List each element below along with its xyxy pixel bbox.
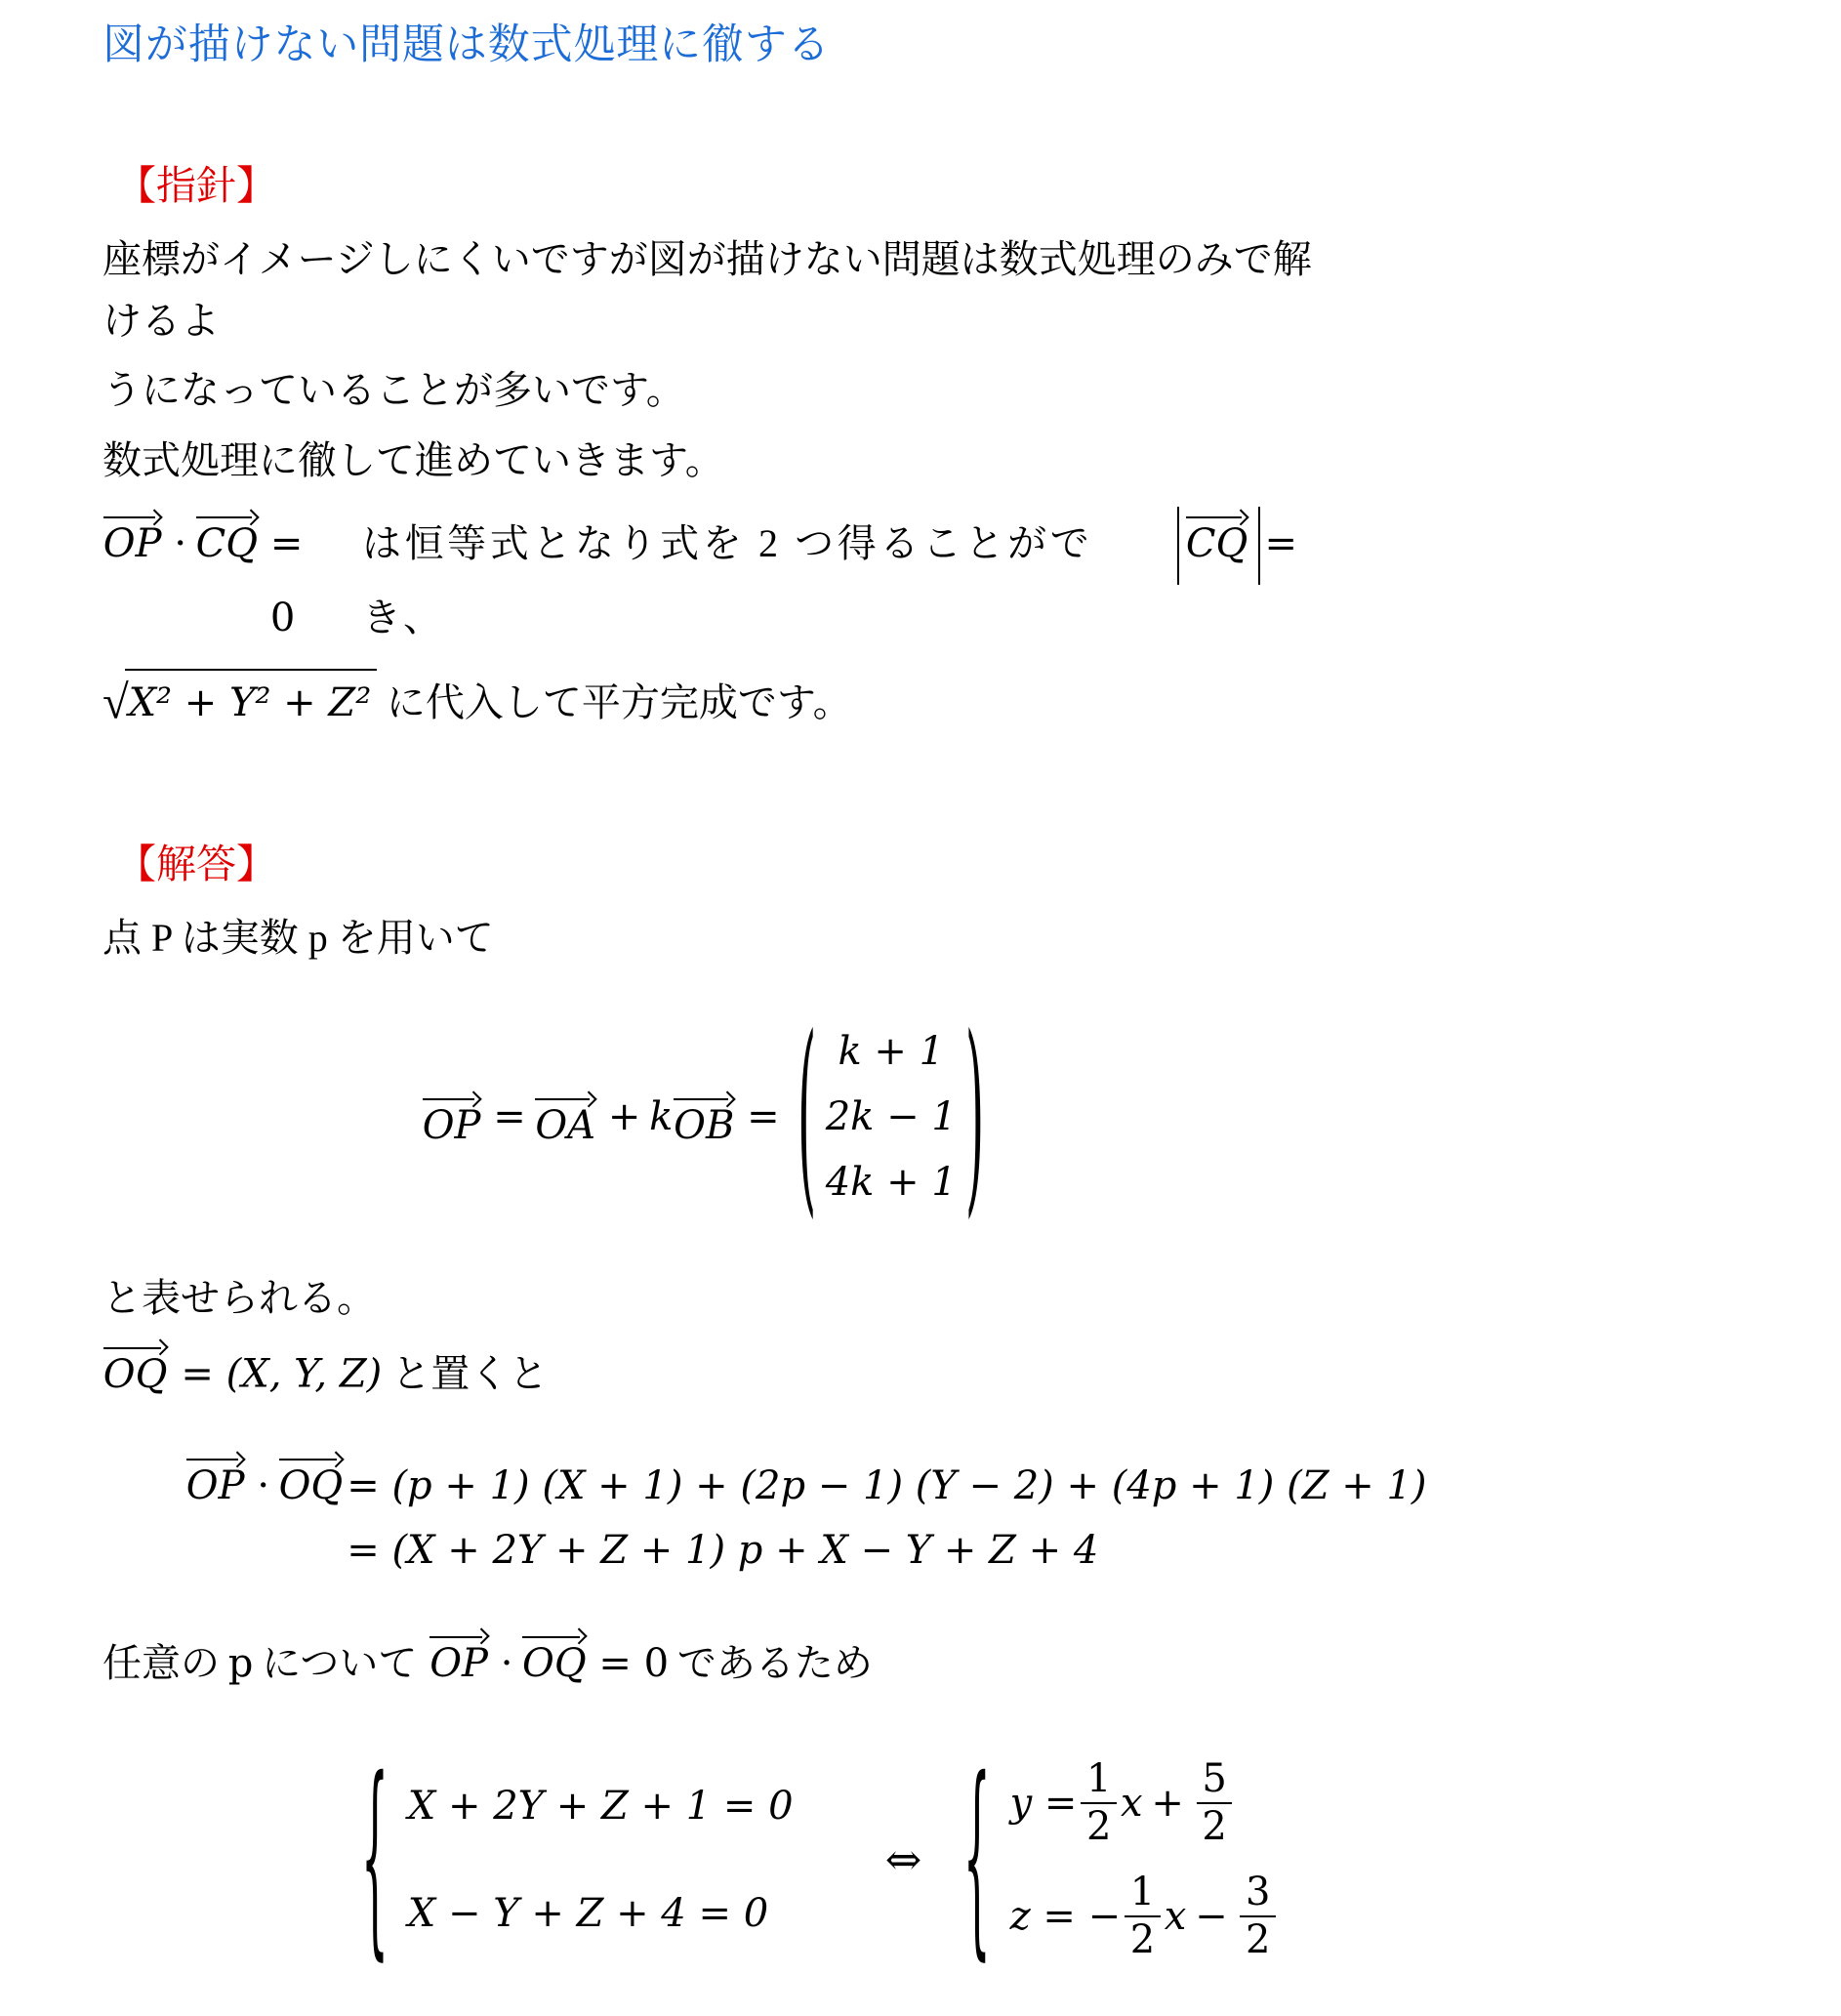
fraction-denominator: 2 [1202,1803,1227,1849]
system-left-equations [408,1784,794,1936]
fraction-denominator: 2 [1129,1916,1156,1962]
fraction-numerator: 1 [1125,1871,1161,1917]
radical-sign: √ [102,676,129,729]
dot-product-lhs [185,1449,347,1508]
page-title: 図が描けない問題は数式処理に徹する [102,21,831,68]
coefficient-k: k [649,1094,674,1140]
trailing-equals: = [1264,521,1297,567]
system-equation: X − Y + Z + 4 = 0 [407,1890,769,1936]
vector-cq: CQ [195,507,262,563]
left-brace: { [962,1737,991,1982]
variable-x: x [1121,1780,1143,1826]
system-equation [1010,1871,1281,1962]
square-root [102,663,377,738]
vector-equation [422,995,994,1240]
oq-tuple: = (X, Y, Z) [181,1351,383,1397]
guideline-math-text: は恒等式となり式を 2 つ得ることができ、 [361,521,1093,640]
arbitrary-text-pre: 任意の [102,1640,220,1685]
equals-zero: = 0 [598,1640,670,1686]
dot-product-derivation [185,1449,1427,1574]
equals-sign: = [493,1094,526,1140]
fraction [1197,1757,1233,1849]
dot-operator: · [174,521,187,567]
equation-lhs: y = [1009,1780,1078,1826]
vector-op: OP [102,507,166,563]
dot-operator: · [500,1640,513,1686]
plus-sign: + [1151,1780,1184,1826]
fraction-numerator: 3 [1240,1871,1276,1917]
minus-sign: − [1195,1893,1228,1939]
vector-oq: OQ [102,1337,171,1393]
guideline-paragraph-line3: 数式処理に徹して進めていきます。 [102,437,724,482]
vector-oq: OQ [521,1625,590,1682]
fraction [1081,1757,1117,1849]
right-parenthesis: ) [965,995,985,1240]
vector-cq-abs: CQ [1185,507,1251,563]
variable-p: p [227,1640,254,1686]
vector-equation-display [102,995,1313,1240]
guideline-heading: 【指針】 [116,163,276,208]
fraction [1125,1871,1161,1962]
left-brace: { [361,1737,389,1982]
plus-sign: + [607,1094,641,1140]
arbitrary-text-post: であるため [676,1640,873,1685]
guideline-paragraph-line2: うになっていることが多いです。 [102,368,685,413]
answer-intro: 点 P は実数 p を用いて [102,916,494,961]
vector-ob: OB [673,1089,738,1145]
system-right-equations [1010,1757,1281,1962]
matrix-row: k + 1 [838,1029,945,1075]
fraction-numerator: 1 [1081,1757,1117,1804]
vector-oa: OA [535,1089,599,1145]
oq-line-text: と置くと [391,1351,549,1396]
radicand: X² + Y² + Z² [125,669,376,734]
dot-product-rhs-line2: = (X + 2Y + Z + 1) p + X − Y + Z + 4 [347,1528,1099,1574]
fraction-denominator: 2 [1086,1803,1112,1849]
after-equation-text: と表せられる。 [102,1276,376,1321]
system-equation: X + 2Y + Z + 1 = 0 [407,1783,794,1829]
vector-oq: OQ [278,1449,347,1505]
guideline-math-line [102,507,1301,655]
guideline-paragraph-line1: 座標がイメージしにくいですが図が描けない問題は数式処理のみで解けるよ [102,237,1312,344]
matrix-row: 4k + 1 [825,1160,957,1206]
vector-op: OP [422,1089,485,1145]
equation-system-display [361,1737,1313,1982]
left-parenthesis: ( [797,995,817,1240]
guideline-sqrt-text: に代入して平方完成です。 [386,680,852,725]
arbitrary-text-mid: について [262,1640,418,1685]
absolute-value-bars [1177,507,1260,585]
fraction [1240,1871,1276,1962]
dot-product-rhs-line1: = (p + 1) (X + 1) + (2p − 1) (Y − 2) + (4p + 1) (Z + 1) [347,1463,1427,1509]
fraction-numerator: 5 [1197,1757,1233,1804]
system-equation [1010,1757,1281,1849]
guideline-sqrt-line [102,663,1313,738]
equation-lhs: z = − [1009,1893,1122,1939]
vector-op: OP [429,1625,492,1682]
equals-zero: = 0 [269,521,304,641]
variable-x: x [1164,1893,1187,1939]
answer-heading: 【解答】 [116,842,276,887]
vector-op: OP [185,1449,249,1505]
fraction-denominator: 2 [1246,1916,1271,1962]
iff-arrow: ⇔ [884,1833,922,1886]
matrix-row: 2k − 1 [825,1094,957,1140]
equals-sign: = [747,1094,780,1140]
dot-operator: · [257,1463,270,1509]
arbitrary-p-line [102,1625,1313,1700]
oq-definition-line [102,1337,1313,1406]
column-vector [825,1029,957,1206]
